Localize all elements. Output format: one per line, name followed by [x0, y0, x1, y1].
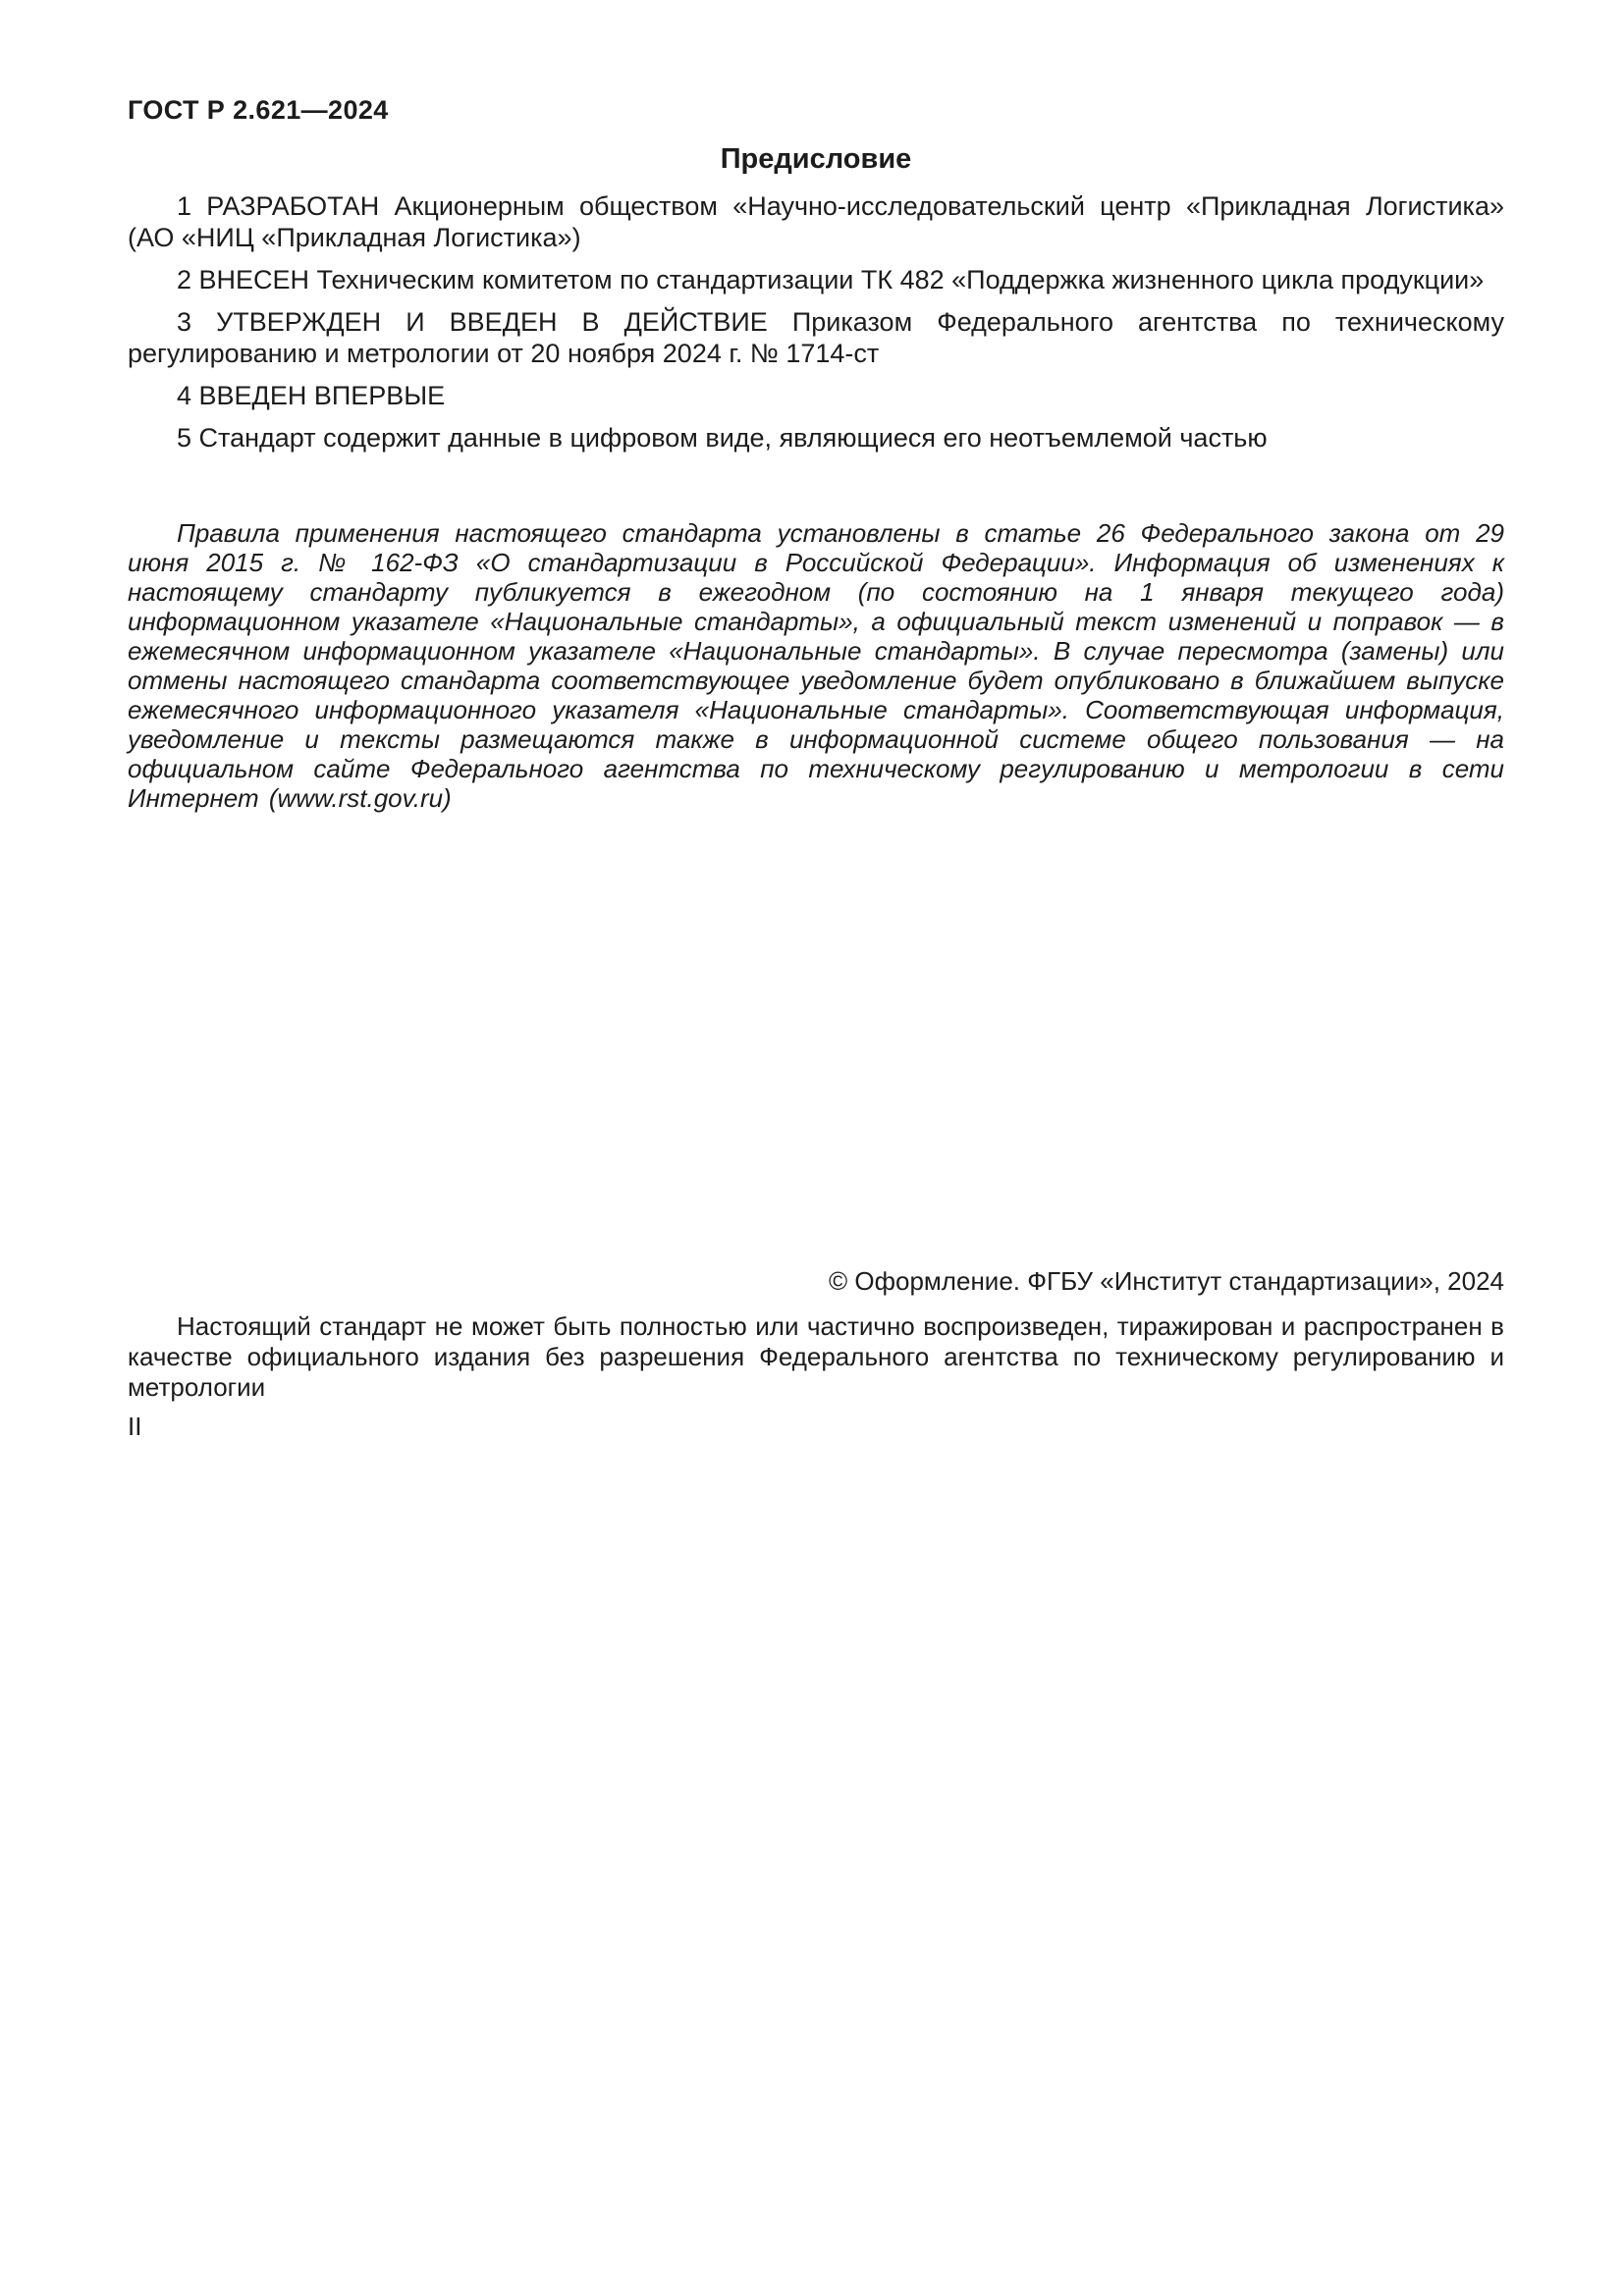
reproduction-restriction: Настоящий стандарт не может быть полностью или частично воспроизведен, тиражирован и распространен в качестве официального издания без разрешения Федерального агентства по техническому регулированию и метрологии [128, 1311, 1504, 1402]
copyright-line: © Оформление. ФГБУ «Институт стандартизации», 2024 [829, 1266, 1504, 1296]
page-number: II [128, 1412, 142, 1441]
foreword-item-1: 1 РАЗРАБОТАН Акционерным обществом «Научно-исследовательский центр «Прикладная Логистика» (АО «НИЦ «Прикладная Логистика») [128, 191, 1504, 252]
foreword-section [128, 190, 1504, 464]
page-title: Предисловие [720, 143, 912, 175]
foreword-item-2: 2 ВНЕСЕН Техническим комитетом по стандартизации ТК 482 «Поддержка жизненного цикла продукции» [177, 265, 1485, 294]
legal-notice: Правила применения настоящего стандарта установлены в статье 26 Федерального закона от 29 июня 2015 г. № 162-ФЗ «О стандартизации в Российской Федерации». Информация об изменениях к настоящему стандарту публикуется в ежегодном (по состоянию на 1 января текущего года) информационном указателе «Национальные стандарты», а официальный текст изменений и поправок — в ежемесячном информационном указателе «Национальные стандарты». В случае пересмотра (замены) или отмены настоящего стандарта соответствующее уведомление будет опубликовано в ближайшем выпуске ежемесячного информационного указателя «Национальные стандарты». Соответствующая информация, уведомление и тексты размещаются также в информационной системе общего пользования — на официальном сайте Федерального агентства по техническому регулированию и метрологии в сети Интернет (www.rst.gov.ru) [128, 518, 1504, 813]
foreword-item-5: 5 Стандарт содержит данные в цифровом виде, являющиеся его неотъемлемой частью [177, 423, 1268, 453]
foreword-item-4: 4 ВВЕДЕН ВПЕРВЫЕ [177, 381, 446, 410]
foreword-item-3: 3 УТВЕРЖДЕН И ВВЕДЕН В ДЕЙСТВИЕ Приказом Федерального агентства по техническому регулированию и метрологии от 20 ноября 2024 г. № 1714-ст [128, 307, 1504, 368]
document-code: ГОСТ Р 2.621—2024 [128, 95, 389, 125]
